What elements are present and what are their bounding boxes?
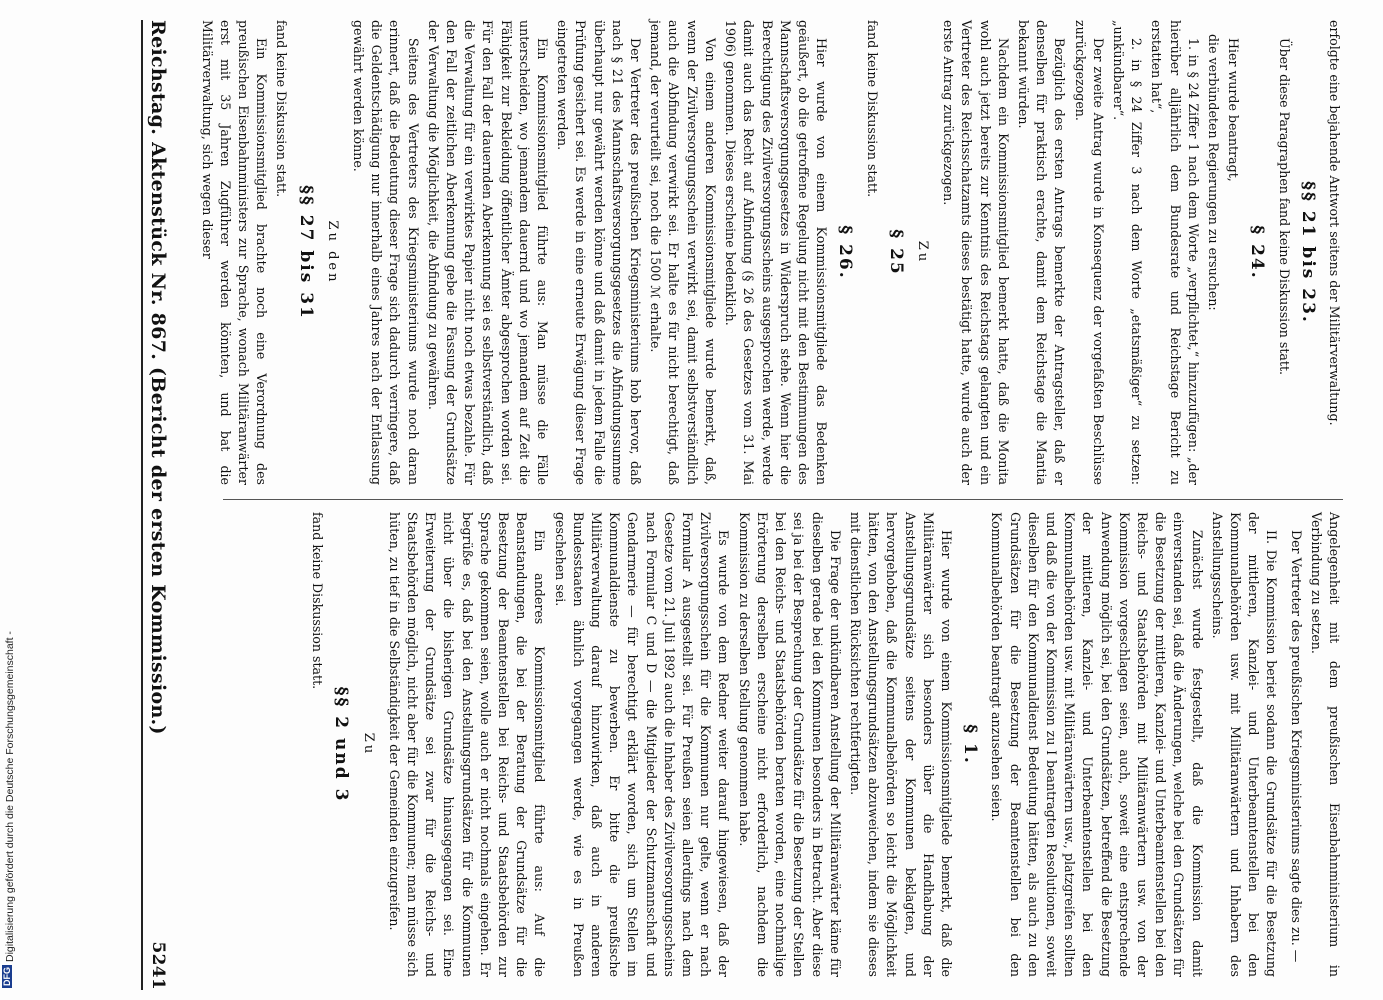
paragraph: Ein anderes Kommissionsmitglied führte aus: Auf die Beanstandungen, die bei der Beratung der Grundsätze für die Besetzung der Beamtenstellen bei Reichs- und Staatsbehörden zur Sprache gekommen seien, wolle auch er nicht nochmals eingehen. Er begrüße es, daß bei den Anstellungsgrundsätzen für die Kommunen nicht über die bisherigen Grundsätze hinausgegangen sei. Eine Erweiterung der Grundsätze sei zwar für die Reichs- und Staatsbehörden möglich, nicht aber für die Kommunen; man müsse sich hüten, zu tief in die Selbständigkeit der Gemeinden einzugreifen.: [386, 512, 548, 977]
left-column: [195, 20, 1343, 485]
paragraph: 1. in § 24 Ziffer 1 nach dem Worte „verpflichtet,“ hinzuzufügen: „der hierüber alljährlich dem Bundesrate und Reichstage Bericht zu erstatten hat“,: [1149, 20, 1201, 485]
paragraph: Hier wurde von einem Kommissionsmitgliede das Bedenken geäußert, ob die getroffene Regelung nicht mit den Bestimmungen des Mannschaftsversorgungsgesetzes in Widerspruch stehe. Wenn hier die Berechtigung des Zivilversorgungsscheins ausgesprochen werde, werde damit auch das Recht auf Abfindung (§ 26 des Gesetzes vom 31. Mai 1906) genommen. Dieses erscheine bedenklich.: [723, 20, 830, 485]
section-heading: § 1.: [960, 724, 981, 765]
paragraph: Von einem anderen Kommissionsmitgliede wurde bemerkt, daß, wenn der Zivilversorgungsschein verwirkt sei, damit selbstverständlich auch die Abfindung verwirkt sei. Er halte es für nicht berechtigt, daß jemand, der verurteilt sei, noch die 1500 ℳ erhalte.: [648, 20, 718, 485]
paragraph: Angelegenheit mit dem preußischen Eisenbahnministerium in Verbindung zu setzen.: [1308, 512, 1342, 977]
paragraph: Bezüglich des ersten Antrags bemerkte der Antragsteller, daß er denselben für praktisch erachte, damit dem Reichstage die Mantia bekannt würden.: [1015, 20, 1068, 485]
page-header-title: Reichstag. Aktenstück Nr. 867. (Bericht der ersten Kommission.): [147, 20, 169, 735]
paragraph: Der zweite Antrag wurde in Konsequenz der vorgefaßten Beschlüsse zurückgezogen.: [1072, 20, 1106, 485]
section-heading: § 26.: [835, 225, 856, 280]
section-prefix: Zu: [914, 240, 930, 265]
section-heading: §§ 2 und 3: [331, 686, 352, 803]
side-note-text: Digitalisierung gefördert durch die Deutsche Forschungsgemeinschaft -: [4, 631, 16, 962]
paragraph: Seitens des Vertreters des Kriegsministeriums wurde noch daran erinnert, daß die Bedeutung dieser Frage sich dadurch verringere, daß die Geldentschädigung nur innerhalb eines Jahres nach der Entlassung gewährt werden könne.: [351, 20, 421, 485]
paragraph: Die Frage der unkündbaren Anstellung der Militäranwärter käme für dieselben gerade bei den Kommunen besonders in Betracht. Aber diese sei ja bei der Besprechung der Grundsätze für die Besetzung der Stellen bei den Reichs- und Staatsbehörden beraten worden, eine nochmalige Erörterung derselben erscheine nicht erforderlich, nachdem die Kommission zu derselben Stellung genommen habe.: [736, 512, 843, 977]
section-heading: § 25: [885, 229, 906, 276]
side-note: [2, 0, 20, 1000]
section-prefix: Zu den: [324, 220, 340, 285]
dfg-logo: DFG: [2, 967, 12, 986]
paragraph: Hier wurde von einem Kommissionsmitgliede bemerkt, daß die Militäranwärter sich besonders über die Handhabung der Anstellungsgrundsätze seitens der Kommunen beklagten, und hervorgehoben, daß die Kommunalbehörden so leicht die Möglichkeit hätten, von den Anstellungsgrundsätzen abzuweichen, indem sie dieses mit dienstlichen Rücksichten rechtfertigten.: [847, 512, 954, 977]
paragraph: fand keine Diskussion statt.: [864, 20, 880, 198]
paragraph: Hier wurde beantragt,: [1226, 38, 1242, 182]
paragraph: Über diese Paragraphen fand keine Diskussion statt.: [1276, 38, 1292, 376]
paragraph: fand keine Diskussion statt.: [310, 512, 326, 690]
paragraph: Ein Kommissionsmitglied führte aus: Man müsse die Fälle unterscheiden, wo jemandem dauernd und wo jemandem auf Zeit die Fähigkeit zur Bekleidung öffentlicher Ämter abgesprochen worden sei. Für den Fall der dauernden Aberkennung sei es selbstverständlich, daß die Verwaltung für ein verwirktes Papier nicht noch etwas bezahle. Für den Fall der zeitlichen Aberkennung gebe die Fassung der Grundsätze der Verwaltung die Möglichkeit, die Abfindung zu gewähren.: [425, 20, 551, 485]
paragraph: Nachdem ein Kommissionsmitglied bemerkt hatte, daß die Monita wohl auch jetzt bereits zur Kenntnis des Reichstags gelangten und ein Vertreter des Reichsschatzamts dieses bestätigt hatte, wurde auch der erste Antrag zurückgezogen.: [941, 20, 1011, 485]
page-header: [141, 20, 173, 990]
section-heading: § 24.: [1247, 225, 1268, 280]
paragraph: 2. in § 24 Ziffer 3 nach dem Worte „etatsmäßiger“ zu setzen: „unkündbarer“.: [1110, 20, 1145, 485]
paragraph: Der Vertreter des preußischen Kriegsministeriums hob hervor, daß nach § 21 des Mannschaftsversorgungsgesetzes die Abfindungssumme überhaupt nur gewährt werden könne und daß damit in jedem Falle die Prüfung gesichert sei. Es werde in eine erneute Erwägung dieser Frage eingetreten werden.: [555, 20, 644, 485]
paragraph: Der Vertreter des preußischen Kriegsministeriums sagte dies zu. —: [1288, 530, 1304, 963]
page-number: 5241: [148, 941, 168, 990]
paragraph: Zunächst wurde festgestellt, daß die Kommission damit einverstanden sei, daß die Änderungen, welche bei den Grundsätzen für die Besetzung der mittleren, Kanzlei- und Unterbeamtenstellen bei den Reichs- und Staatsbehörden mit Militäranwärtern usw. von der Kommission vorgeschlagen seien, auch, soweit eine entsprechende Anwendung möglich sei, bei den Grundsätzen, betreffend die Besetzung der mittleren, Kanzlei- und Unterbeamtenstellen bei den Kommunalbehörden usw. mit Militäranwärtern usw., platzgreifen sollten und daß die von der Kommission zu I beantragten Resolutionen, soweit dieselben für den Kommunaldienst Bedeutung hätten, als auch zu den Grundsätzen für die Besetzung der Beamtenstellen bei den Kommunalbehörden beantragt anzusehen seien.: [989, 512, 1205, 977]
paragraph: erfolgte eine bejahende Antwort seitens der Militärverwaltung.: [1327, 20, 1342, 426]
paragraph: II. Die Kommission beriet sodann die Grundsätze für die Besetzung der mittleren, Kanzlei- und Unterbeamtenstellen bei den Kommunalbehörden usw. mit Militäranwärtern und Inhabern des Anstellungsscheins.: [1209, 512, 1280, 977]
paragraph: die verbündeten Regierungen zu ersuchen:: [1205, 34, 1221, 311]
section-heading: §§ 21 bis 23.: [1297, 181, 1318, 324]
column-divider: [223, 499, 1343, 500]
right-column: [306, 512, 1343, 977]
paragraph: Ein Kommissionsmitglied brachte noch eine Verordnung des preußischen Eisenbahnministers zur Sprache, wonach Militäranwärter erst mit 35 Jahren Zugführer werden könnten, und bat die Militärverwaltung, sich wegen dieser: [199, 20, 270, 485]
section-heading: §§ 27 bis 31: [295, 185, 316, 320]
section-prefix: Zu: [360, 732, 376, 757]
paragraph: fand keine Diskussion statt.: [274, 20, 290, 198]
paragraph: Es wurde von dem Redner weiter darauf hingewiesen, daß der Zivilversorgungsschein für die Kommunen nur gelte, wenn er nach Formular A ausgestellt sei. Für Preußen seien allerdings nach dem Gesetze vom 21. Juli 1892 auch die Inhaber des Zivilversorgungsscheins nach Formular C und D — die Mitglieder der Schutzmannschaft und Gendarmerie — für berechtigt erklärt worden, sich um Stellen im Kommunaldienste zu bewerben. Er bitte die preußische Militärverwaltung darauf hinzuwirken, daß auch in anderen Bundesstaaten ähnlich vorgegangen werde, wie es in Preußen geschehen sei.: [552, 512, 732, 977]
